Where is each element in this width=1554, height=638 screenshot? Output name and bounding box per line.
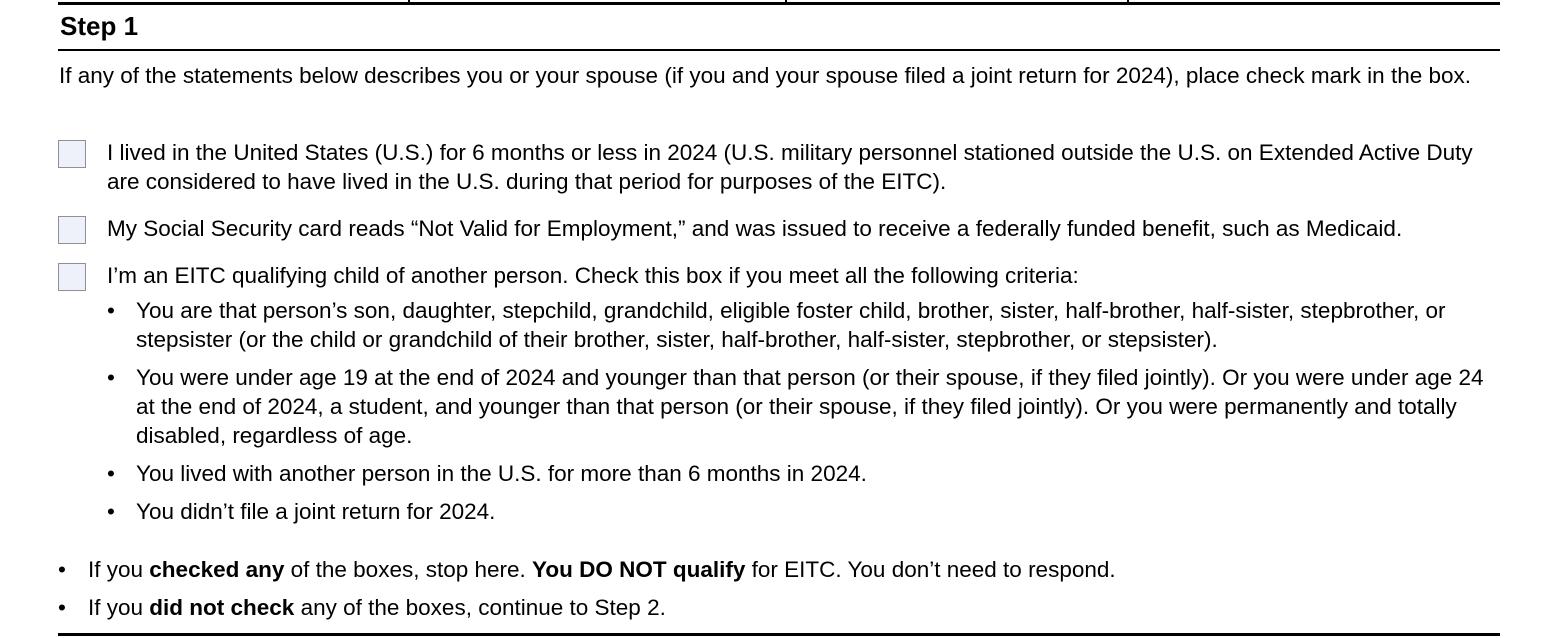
bullet: • <box>107 461 115 486</box>
top-rule-tick <box>408 0 410 4</box>
bullet: • <box>58 595 66 620</box>
outcome-emphasis: did not check <box>149 595 295 620</box>
criteria-text: You didn’t file a joint return for 2024. <box>136 499 496 524</box>
outcome-text-part: If you <box>88 595 150 620</box>
outcome-text-part: any of the boxes, continue to Step 2. <box>294 595 666 620</box>
bullet: • <box>58 557 66 582</box>
bullet: • <box>107 499 115 524</box>
outcome-checked-text <box>88 555 1488 584</box>
title-rule <box>58 49 1500 51</box>
bottom-rule <box>58 633 1500 636</box>
outcome-emphasis: You DO NOT qualify <box>532 557 746 582</box>
criteria-text: You were under age 19 at the end of 2024 and younger than that person (or their spouse, if they filed jointly). Or you were under age 24 at the end of 2024, a student, and younger than that person (or their spouse, if they filed jointly). Or you were permanently and totally disabled, regardless of age. <box>136 365 1484 448</box>
lived-in-us-checkbox[interactable] <box>58 140 86 168</box>
ssn-not-valid-label: My Social Security card reads “Not Valid for Employment,” and was issued to receive a federally funded benefit, such as Medicaid. <box>107 216 1403 241</box>
outcome-emphasis: checked any <box>149 557 285 582</box>
top-rule <box>58 2 1500 5</box>
criteria-text: You are that person’s son, daughter, stepchild, grandchild, eligible foster child, brother, sister, half-brother, half-sister, stepbrother, or stepsister (or the child or grandchild of their brother, sister, half-brother, half-sister, stepbrother, or stepsister). <box>136 298 1446 352</box>
outcome-text-part: of the boxes, stop here. <box>284 557 533 582</box>
top-rule-tick <box>785 0 787 4</box>
ssn-not-valid-checkbox[interactable] <box>58 216 86 244</box>
step-title: Step 1 <box>60 11 139 41</box>
qualifying-child-label: I’m an EITC qualifying child of another person. Check this box if you meet all the following criteria: <box>107 263 1079 288</box>
criteria-text: You lived with another person in the U.S. for more than 6 months in 2024. <box>136 461 867 486</box>
step-intro: If any of the statements below describes you or your spouse (if you and your spouse filed a joint return for 2024), place check mark in the box. <box>59 63 1472 88</box>
qualifying-child-checkbox[interactable] <box>58 263 86 291</box>
bullet: • <box>107 298 115 323</box>
outcome-text-part: for EITC. You don’t need to respond. <box>745 557 1116 582</box>
lived-in-us-label: I lived in the United States (U.S.) for 6 months or less in 2024 (U.S. military personnel stationed outside the U.S. on Extended Active Duty are considered to have lived in the U.S. during that period for purposes of the EITC). <box>107 140 1473 194</box>
outcome-unchecked-text <box>88 593 1488 622</box>
outcome-text-part: If you <box>88 557 150 582</box>
top-rule-tick <box>1127 0 1129 4</box>
bullet: • <box>107 365 115 390</box>
